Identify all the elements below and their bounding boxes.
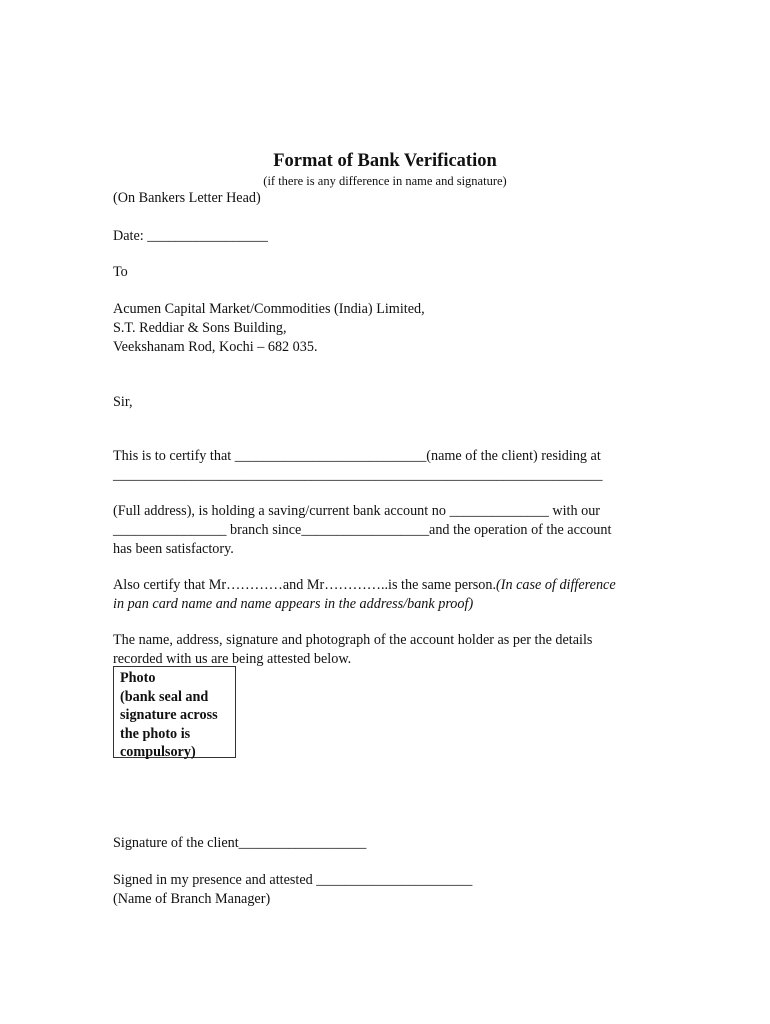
page-subtitle: (if there is any difference in name and signature) [263, 174, 507, 188]
also-certify-line-2: in pan card name and name appears in the address/bank proof) [113, 596, 474, 612]
date-line: Date: _________________ [113, 228, 268, 244]
photo-box-line-2: (bank seal and [120, 688, 209, 705]
attest-line-2: recorded with us are being attested below. [113, 651, 352, 667]
photo-box-line-3: signature across [120, 707, 218, 723]
client-signature-line: Signature of the client__________________ [113, 835, 367, 851]
also-certify-note-start: (In case of difference [496, 577, 616, 593]
letterhead-note: (On Bankers Letter Head) [113, 190, 261, 206]
signed-presence-line: Signed in my presence and attested ______________________ [113, 872, 473, 888]
attest-line-1: The name, address, signature and photograph of the account holder as per the details [113, 632, 593, 648]
branch-manager-line: (Name of Branch Manager) [113, 891, 271, 907]
salutation: Sir, [113, 394, 133, 410]
address-line-1: Acumen Capital Market/Commodities (India) Limited, [113, 301, 425, 317]
certify-line-1: This is to certify that ___________________________(name of the client) residing at [113, 448, 601, 464]
also-certify-line-1 [113, 576, 616, 594]
to-line: To [113, 264, 128, 280]
photo-box-line-1: Photo [120, 670, 156, 686]
photo-box-line-5: compulsory) [120, 744, 196, 760]
certify-line-3: (Full address), is holding a saving/current bank account no ______________ with our [113, 503, 601, 519]
page-title: Format of Bank Verification [273, 151, 497, 171]
address-line-2: S.T. Reddiar & Sons Building, [113, 320, 287, 336]
photo-box-line-4: the photo is [120, 725, 191, 742]
certify-line-2: _____________________________________________________________________ [113, 467, 603, 483]
also-certify-text: Also certify that Mr…………and Mr…………..is the same person. [113, 577, 497, 593]
address-line-3: Veekshanam Rod, Kochi – 682 035. [113, 339, 318, 355]
certify-line-5: has been satisfactory. [113, 541, 234, 557]
photo-box [113, 666, 236, 758]
certify-line-4: ________________ branch since__________________and the operation of the account [113, 522, 612, 538]
